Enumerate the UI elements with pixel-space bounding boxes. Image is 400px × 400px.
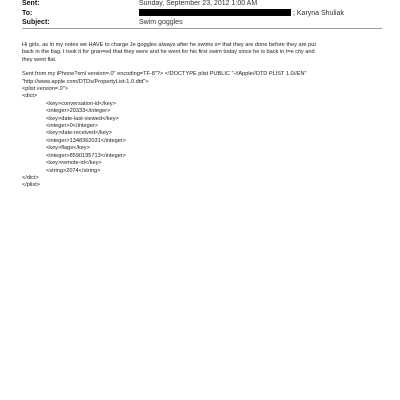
message-line: back in the bag. I took it for gran=ed that they were and he went for his first swim today since he is back in t=e city and [22,49,315,56]
subject-row [22,18,382,28]
email-body [22,42,380,190]
sent-value: Sunday, September 23, 2012 1:00 AM [139,0,258,7]
sent-label: Sent: [22,0,40,7]
subject-value: Swim goggles [139,19,183,26]
dict-open: <dict> [22,93,38,100]
plist-entry: <key>remote-id</key> [46,160,102,167]
plist-entry: <key>date-received</key> [46,130,112,137]
message-line: Hi girls, as in my notes we HAVE to charge Je goggles always after he swims s= that they are done before they are put [22,42,316,48]
sent-from-line: Sent from my iPhone?xml version=.0" encoding=TF-8"?> <!DOCTYPE plist PUBLIC "-//Apple//DTD PLIST 1.0//EN" [22,71,307,78]
to-value [139,9,344,19]
email-header [22,0,382,28]
plist-entry: <integer>0</integer> [46,123,98,130]
plist-entry: <key>date-last-viewed</key> [46,115,119,122]
plist-block [22,86,380,190]
plist-open: <plist version=.0"> [22,86,68,93]
header-divider [22,28,382,29]
sent-row [22,0,382,9]
plist-close: </plist> [22,182,41,189]
message-line: they went flat. [22,56,57,63]
redaction-bar [139,9,291,16]
plist-entry: <string>2074</string> [46,167,101,174]
to-row [22,9,382,19]
sent-from-line: "http://www.apple.com/DTDs/PropertyList-1.0.dtd"> [22,78,149,85]
subject-label: Subject: [22,19,50,26]
sent-from-block [22,71,380,86]
to-recipient: ; Karyna Shuliak [293,9,344,17]
plist-entry: <integer>8590195713</integer> [46,152,126,159]
plist-entry: <key>conversation-id</key> [46,100,116,107]
plist-entry: <integer>1348362031</integer> [46,137,126,144]
plist-entry: <key>flags</key> [46,145,90,152]
dict-close: </dict> [22,174,39,181]
plist-entry: <integer>20333</integer> [46,108,111,115]
to-label: To: [22,9,33,17]
message-paragraph [22,42,380,64]
